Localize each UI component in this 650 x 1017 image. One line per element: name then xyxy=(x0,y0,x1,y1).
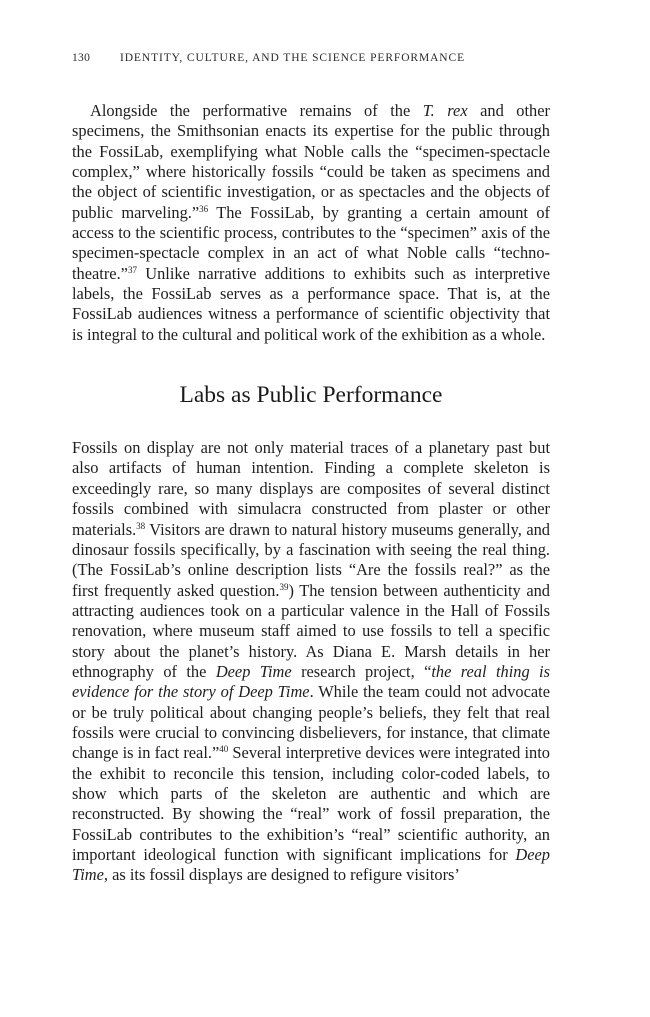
italic-quote: the real thing is evidence for the story of Deep Time xyxy=(72,661,550,702)
italic-title: Deep Time xyxy=(215,661,292,681)
footnote-ref-36: 36 xyxy=(199,203,209,214)
footnote-ref-38: 38 xyxy=(136,520,146,531)
running-title: IDENTITY, CULTURE, AND THE SCIENCE PERFORMANCE xyxy=(120,52,465,64)
page-number: 130 xyxy=(72,52,91,64)
body-paragraph-1 xyxy=(72,101,550,345)
text-run: Visitors are drawn to natural history museums generally, and dinosaur fossils specifically, by a fascination with seeing the real thing. (The FossiLab’s online description lists “Are the fossils real?” as the first frequently asked question. xyxy=(72,519,550,600)
footnote-ref-40: 40 xyxy=(219,744,229,755)
section-heading: Labs as Public Performance xyxy=(179,382,443,409)
text-run: . While the team could not advocate or be truly political about changing people’s beliefs, they felt that real fossils were crucial to convincing disbelievers, for instance, that climate change is in fact real.” xyxy=(72,682,550,763)
footnote-ref-39: 39 xyxy=(279,581,289,592)
running-head xyxy=(72,50,550,66)
text-run: Unlike narrative additions to exhibits such as interpretive labels, the FossiLab serves as a performance space. That is, at the FossiLab audiences witness a performance of scientific objectivity that is integral to the cultural and political work of the exhibition as a whole. xyxy=(72,263,550,344)
book-page xyxy=(72,50,550,886)
italic-title: Deep Time xyxy=(72,845,550,885)
footnote-ref-37: 37 xyxy=(127,264,137,275)
italic-species-name: T. rex xyxy=(422,101,468,120)
text-run: Several interpretive devices were integrated into the exhibit to reconcile this tension, including color-coded labels, to show which parts of the skeleton are authentic and which are reconstructed. By showing the “real” work of fossil preparation, the FossiLab contributes to the exhibition’s “real” scientific authority, an important ideological function with significant implications for xyxy=(72,743,550,864)
text-run: and other specimens, the Smithsonian enacts its expertise for the public through the FossiLab, exemplifying what Noble calls the “specimen-spectacle complex,” where historically fossils “could be taken as specimens and the object of scientific investigation, or as spectacles and the objects of public marveling.” xyxy=(72,101,550,222)
text-run: The FossiLab, by granting a certain amount of access to the scientific process, contributes to the “specimen” axis of the specimen-spectacle complex in an act of what Noble calls “techno-theatre.” xyxy=(72,202,550,283)
body-paragraph-2 xyxy=(72,438,550,886)
text-run: research project, “ xyxy=(291,661,432,681)
text-run: , as its fossil displays are designed to refigure visitors’ xyxy=(103,865,460,885)
text-run: Fossils on display are not only material traces of a planetary past but also artifacts of human intention. Finding a complete skeleton is exceedingly rare, so many displays are composites of several distinct fossils combined with simulacra constructed from plaster or other materials. xyxy=(72,438,550,539)
text-run: ) The tension between authenticity and attracting audiences took on a particular valence in the Hall of Fossils renovation, where museum staff aimed to use fossils to tell a specific story about the planet’s history. As Diana E. Marsh details in her ethnography of the xyxy=(72,580,550,681)
text-run: Alongside the performative remains of the xyxy=(90,101,423,120)
